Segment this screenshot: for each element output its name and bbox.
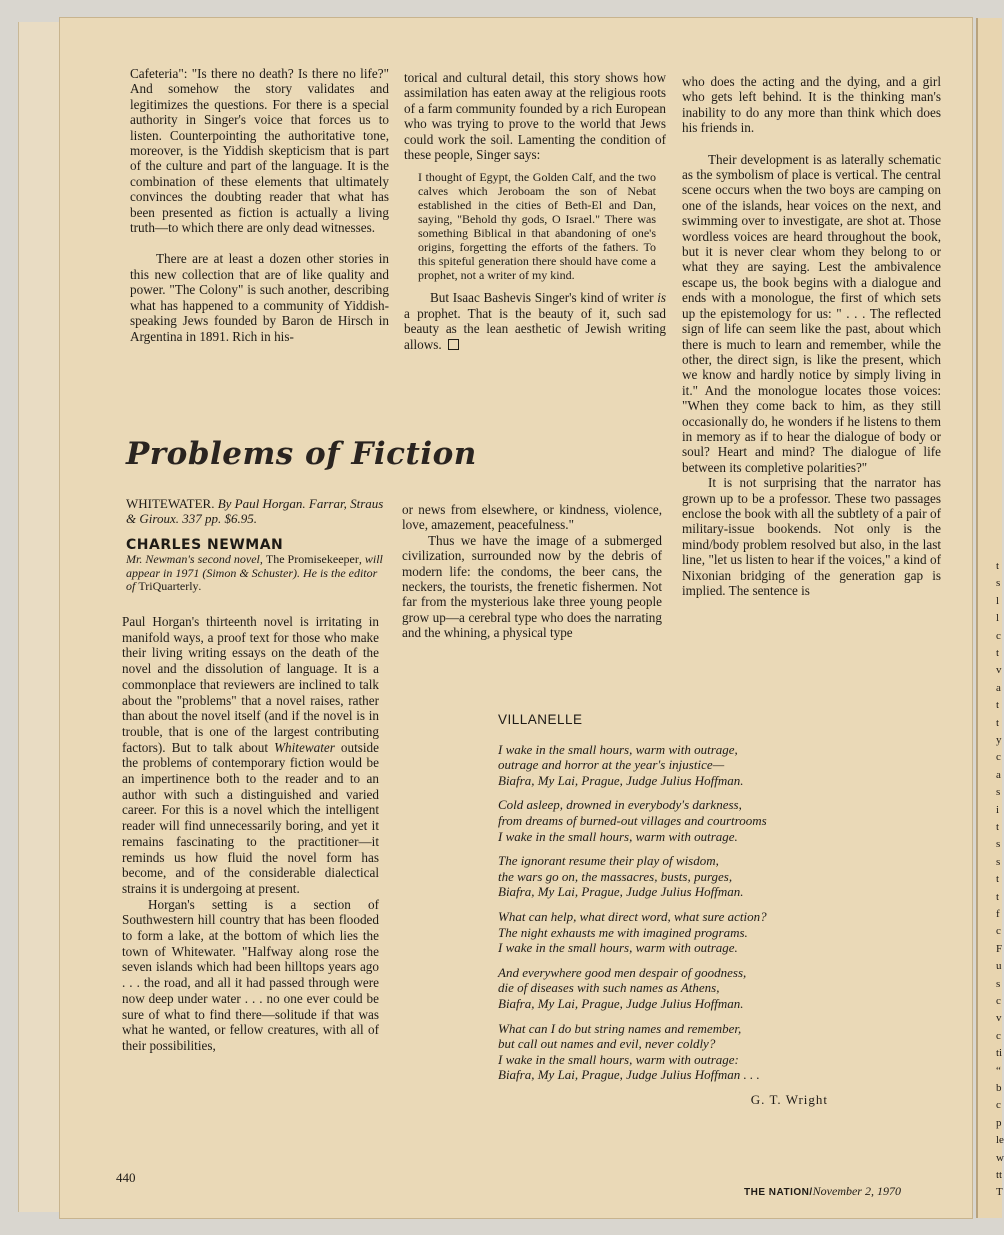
reviewer-bio: Mr. Newman's second novel, The Promisekeeper, will appear in 1971 (Simon & Schuster). He is the editor of TriQuarterly.: [126, 552, 383, 593]
paragraph: Horgan's setting is a section of Southwestern hill country that has been flooded to form a lake, at the bottom of which lies the town of Whitewater. "Halfway along rose the seven islands which had been hilltops years ago . . . the road, and all it had passed through were now deep under water . . . no one ever could be sure of what to find there—solitude if that was what he wanted, or fellow creatures, with all of their possibilities,: [122, 896, 379, 1053]
next-page-letter: “: [996, 1064, 1001, 1077]
poem-line: The ignorant resume their play of wisdom,: [498, 853, 719, 869]
poem-stanza: [498, 797, 848, 844]
column-2-bottom: [402, 502, 662, 641]
next-page-letter: l: [996, 594, 1000, 607]
next-page-edge: [976, 18, 1002, 1218]
poem-line: outrage and horror at the year's injustice—: [498, 757, 725, 773]
next-page-letter: tt: [996, 1169, 1003, 1181]
section-title: Problems of Fiction: [126, 436, 477, 472]
paragraph: Their development is as laterally schematic as the symbolism of place is vertical. The central scene occurs when the two boys are camping on one of the islands, hear voices on the next, and swimming over to investigate, are shot at. Those wordless voices are heard throughout the book, but it is never clear whom they belong to or what they are saying. Lest the ambivalence escape us, the book begins with a dialogue and ends with a monologue, the first of which sets up the epistemology for us: " . . . The reflected sign of life can seem like the past, about which there is much to learn and remember, while the other, the direct sign, is like the present, which we know and hardly notice by simply living in it." And the monologue locates those voices: "When they come back to him, as they still occasionally do, he wonders if he listens to them in memory as if to hear the dialogue of body or soul? Heart and mind? The dialogue of life between its completive polarities?": [682, 151, 941, 475]
poem-line: but call out names and evil, never coldly?: [498, 1036, 716, 1052]
next-page-letter: c: [996, 629, 1001, 642]
next-page-letter: t: [996, 647, 1000, 659]
reviewer-name: CHARLES NEWMAN: [126, 537, 284, 553]
paragraph: or news from elsewhere, or kindness, violence, love, amazement, peacefulness.": [402, 502, 662, 533]
next-page-letter: F: [996, 942, 1003, 955]
review-header: [126, 496, 388, 594]
poem-body: [498, 742, 848, 1083]
poem-line: What can I do but string names and remember,: [498, 1020, 742, 1036]
poem-line: die of diseases with such names as Athens,: [498, 980, 720, 996]
paragraph: But Isaac Bashevis Singer's kind of writer is a prophet. That is the beauty of it, such sad beauty as the lean aesthetic of Jewish writing allows.: [404, 290, 666, 352]
next-page-letter: s: [996, 855, 1001, 868]
next-page-letter: i: [996, 803, 1000, 816]
poem-line: Cold asleep, drowned in everybody's darkness,: [498, 797, 742, 813]
poem-line: And everywhere good men despair of goodness,: [498, 964, 747, 980]
poem-line: What can help, what direct word, what sure action?: [498, 908, 767, 924]
poem-line: I wake in the small hours, warm with outrage,: [498, 741, 738, 757]
poem-line: Biafra, My Lai, Prague, Judge Julius Hoffman.: [498, 772, 744, 788]
next-page-letter: s: [996, 577, 1001, 590]
book-citation: WHITEWATER. By Paul Horgan. Farrar, Straus & Giroux. 337 pp. $6.95.: [126, 496, 384, 526]
next-page-letter: y: [996, 734, 1002, 746]
next-page-letter: a: [996, 681, 1001, 694]
next-page-letter: s: [996, 838, 1001, 851]
next-page-letter: t: [996, 699, 1000, 712]
next-page-letter: w: [996, 1151, 1004, 1164]
next-page-letter: T: [996, 1186, 1003, 1199]
paragraph: Paul Horgan's thirteenth novel is irritating in manifold ways, a proof text for those who make their living writing essays on the death of the novel and the dissolution of language. It is a commonplace that reviewers are inclined to talk about the "problems" that a novel raises, rather than about the novel itself (and if the novel is in trouble, that is one of the largest contributing factors). But to talk about Whitewater outside the problems of contemporary fiction would be an impertinence both to the reader and to an author with such a distinguished and varied career. For this is a novel which the intelligent reader will find unnecessarily boring, and yet it remains fascinating to the practitioner—it reminds us how fluid the novel form has become, and of the considerable dialectical strains it is undergoing at present.: [122, 614, 379, 896]
next-page-letter: t: [996, 890, 1000, 903]
poem-line: Biafra, My Lai, Prague, Judge Julius Hoffman . . .: [498, 1067, 760, 1083]
next-page-letter: c: [996, 1029, 1001, 1042]
poem-stanza: [498, 742, 848, 789]
column-3: [682, 74, 941, 598]
poem-line: I wake in the small hours, warm with outrage:: [498, 1051, 739, 1067]
poem-line: I wake in the small hours, warm with outrage.: [498, 940, 738, 956]
poem-line: I wake in the small hours, warm with outrage.: [498, 828, 738, 844]
next-page-letter: v: [996, 1012, 1002, 1025]
end-mark-icon: [448, 339, 459, 350]
next-page-letter: c: [996, 925, 1001, 938]
next-page-letter: c: [996, 1099, 1001, 1112]
page-footer: THE NATION/November 2, 1970: [744, 1184, 901, 1198]
column-2-top: [404, 70, 666, 352]
next-page-letter: u: [996, 960, 1002, 973]
column-1-bottom: [122, 614, 379, 1054]
next-page-letter: c: [996, 995, 1001, 1007]
next-page-letter: l: [996, 612, 1000, 625]
poem-stanza: [498, 909, 848, 956]
next-page-letter: c: [996, 751, 1001, 764]
next-page-letter: a: [996, 768, 1001, 781]
next-page-letter: t: [996, 716, 1000, 729]
column-1-top: [130, 66, 389, 344]
next-page-letter: b: [996, 1082, 1002, 1094]
poem-stanza: [498, 965, 848, 1012]
paragraph: Cafeteria": "Is there no death? Is there no life?" And somehow the story validates and legitimizes the questions. For there is a special authority in Singer's voice that forces us to listen. Counterpointing the authoritative tone, moreover, is the Yiddish skepticism that is part of the culture and part of the language. It is the combination of these elements that ultimately convinces the doubting reader that what has been presented as fiction is actually a living truth—to which there are only dead witnesses.: [130, 66, 389, 236]
poem-line: The night exhausts me with imagined programs.: [498, 924, 748, 940]
next-page-letter: t: [996, 873, 1000, 886]
poem-title: VILLANELLE: [498, 712, 583, 727]
poem-line: from dreams of burned-out villages and courtrooms: [498, 812, 767, 828]
next-page-letter: s: [996, 786, 1001, 799]
poem-stanza: [498, 853, 848, 900]
next-page-letter: p: [996, 1116, 1002, 1129]
next-page-letter: s: [996, 977, 1001, 990]
poem-line: Biafra, My Lai, Prague, Judge Julius Hoffman.: [498, 884, 744, 900]
block-quote: I thought of Egypt, the Golden Calf, and the two calves which Jeroboam the son of Nebat established in the cities of Beth-El and Dan, saying, "Behold thy gods, O Israel." There was something Biblical in that abandoning of one's origins, forgetting the efforts of the fathers. To this spiteful generation there should have come a prophet, not a writer of my kind.: [418, 170, 656, 283]
next-page-letter: ti: [996, 1047, 1003, 1060]
next-page-letter: v: [996, 664, 1002, 677]
poem-villanelle: [498, 712, 848, 1107]
paragraph: There are at least a dozen other stories in this new collection that are of like quality and power. "The Colony" is such another, describing what has happened to a community of Yiddish-speaking Jews founded by Baron de Hirsch in Argentina in 1891. Rich in his-: [130, 251, 389, 344]
poem-stanza: [498, 1021, 848, 1083]
next-page-letter: t: [996, 821, 1000, 833]
paragraph: Thus we have the image of a submerged civilization, surrounded now by the debris of modern life: the condoms, the beer cans, the neckers, the tourists, the frenetic fishermen. Not far from the mysterious lake three young people grow up—a cerebral type who does the narrating and the whining, a physical type: [402, 532, 662, 641]
next-page-letter: f: [996, 908, 1000, 920]
paragraph: who does the acting and the dying, and a girl who gets left behind. It is the thinking man's inability to do any more than think which does his friends in.: [682, 74, 941, 136]
next-page-letter: le: [996, 1134, 1004, 1147]
paragraph: torical and cultural detail, this story shows how assimilation has eaten away at the religious roots of a farm community founded by a rich European who was trying to prove to the world that Jews could work the soil. Lamenting the condition of these people, Singer says:: [404, 70, 666, 163]
poem-line: Biafra, My Lai, Prague, Judge Julius Hoffman.: [498, 995, 744, 1011]
poem-line: the wars go on, the massacres, busts, purges,: [498, 868, 733, 884]
next-page-letter: t: [996, 560, 1000, 572]
poet-name: G. T. Wright: [750, 1091, 828, 1107]
paragraph: It is not surprising that the narrator has grown up to be a professor. These two passages enclose the book with all the subtlety of a pair of military-issue bookends. Not only is the mind/body problem resolved but also, in the last line, "let us listen to hear if the voices," a kind of Nixonian bridging of the generation gap is implied. The sentence is: [682, 475, 941, 598]
page-number: 440: [116, 1170, 136, 1185]
